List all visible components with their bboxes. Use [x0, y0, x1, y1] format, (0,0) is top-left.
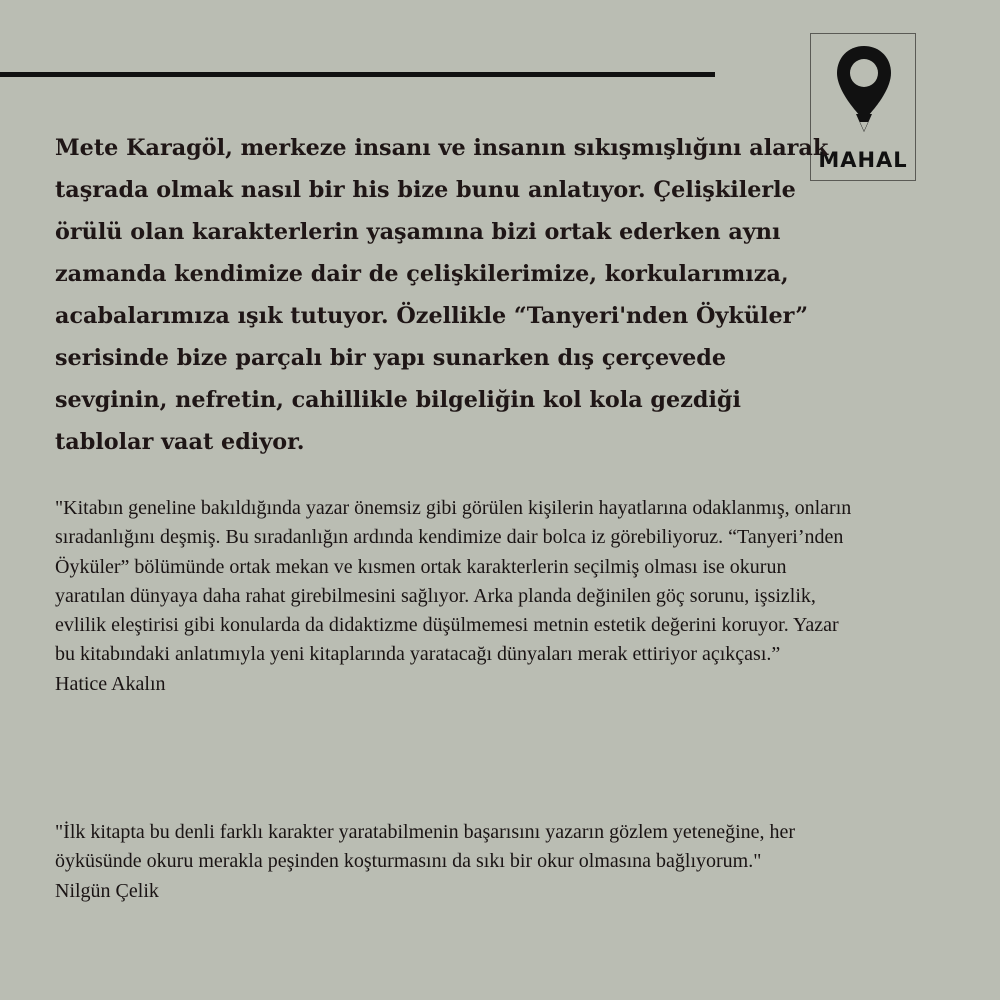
quote-author: Hatice Akalın	[55, 672, 166, 695]
logo-wordmark: MAHAL	[818, 148, 908, 172]
review-quote	[55, 818, 855, 906]
top-divider	[0, 72, 715, 77]
review-quote	[55, 494, 855, 699]
quote-author: Nilgün Çelik	[55, 879, 159, 902]
lead-paragraph: Mete Karagöl, merkeze insanı ve insanın sıkışmışlığını alarak taşrada olmak nasıl bir his bize bunu anlatıyor. Çelişkilerle örülü olan karakterlerin yaşamına bizi ortak ederken aynı zamanda kendimize dair de çelişkilerimize, korkularımıza, acabalarımıza ışık tutuyor. Özellikle “Tanyeri'nden Öyküler” serisinde bize parçalı bir yapı sunarken dış çerçevede sevginin, nefretin, cahillikle bilgeliğin kol kola gezdiği tablolar vaat ediyor.	[55, 135, 829, 455]
quote-text: "İlk kitapta bu denli farklı karakter yaratabilmenin başarısını yazarın gözlem yeteneğine, her öyküsünde okuru merakla peşinden koşturmasını da sıkı bir okur olmasına bağlıyorum."	[55, 821, 796, 873]
quote-text: "Kitabın geneline bakıldığında yazar önemsiz gibi görülen kişilerin hayatlarına odaklanmış, onların sıradanlığını deşmiş. Bu sıradanlığın ardında kendimize dair bolca iz görebiliyoruz. “Tanyeri’nden Öyküler” bölümünde ortak mekan ve kısmen ortak karakterlerin seçilmiş olması ise okurun yaratılan dünyaya daha rahat girebilmesini sağlıyor. Arka planda değinilen göç sorunu, işsizlik, evlilik eleştirisi gibi konularda da didaktizme düşülmemesi metnin estetik değerini koruyor. Yazar bu kitabındaki anlatımıyla yeni kitaplarında yaratacağı dünyaları merak ettiriyor açıkçası.”	[55, 497, 852, 666]
